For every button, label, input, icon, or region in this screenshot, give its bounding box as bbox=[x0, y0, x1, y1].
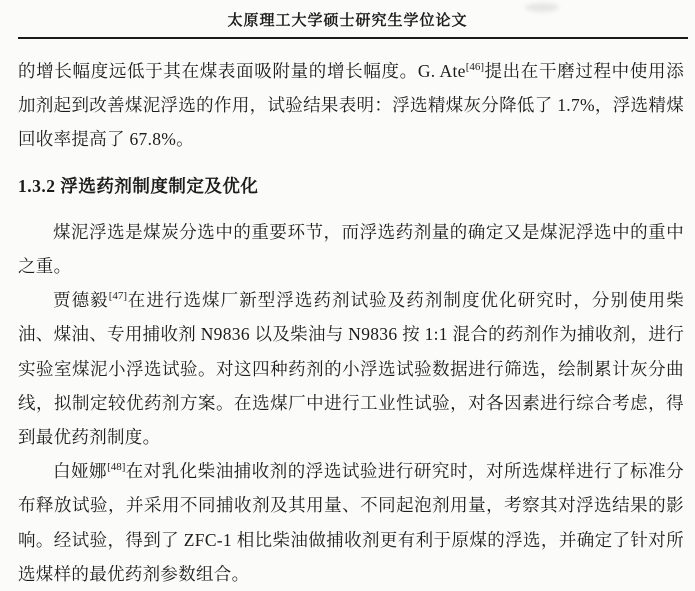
page-header bbox=[0, 0, 695, 31]
header-title: 太原理工大学硕士研究生学位论文 bbox=[227, 13, 468, 29]
paragraph: 贾德毅[47]在进行选煤厂新型浮选药剂试验及药剂制度优化研究时，分别使用柴油、煤油、专用捕收剂 N9836 以及柴油与 N9836 按 1:1 混合的药剂作为捕收剂，进行实验室煤泥小浮选试验。对这四种药剂的小浮选试验数据进行筛选，绘制累计灰分曲线，拟制定较优药剂方案。在选煤厂中进行工业性试验，对各因素进行综合考虑，得到最优药剂制度。 bbox=[18, 290, 684, 448]
paragraph: 煤泥浮选是煤炭分选中的重要环节，而浮选药剂量的确定又是煤泥浮选中的重中之重。 bbox=[18, 221, 684, 277]
paragraph: 的增长幅度远低于其在煤表面吸附量的增长幅度。G. Ate[46]提出在干磨过程中使用添加剂起到改善煤泥浮选的作用，试验结果表明：浮选精煤灰分降低了 1.7%，浮选精煤回收率提高了 67.8%。 bbox=[18, 61, 684, 150]
paragraph: 白娅娜[48]在对乳化柴油捕收剂的浮选试验进行研究时，对所选煤样进行了标准分布释放试验，并采用不同捕收剂及其用量、不同起泡剂用量，考察其对浮选结果的影响。经试验，得到了 ZFC-1 相比柴油做捕收剂更有利于原煤的浮选，并确定了针对所选煤样的最优药剂参数组合。 bbox=[18, 461, 684, 584]
section-heading: 1.3.2 浮选药剂制度制定及优化 bbox=[18, 175, 259, 196]
scan-artifact-smudge bbox=[525, 3, 559, 12]
citation-ref: [47] bbox=[108, 290, 128, 303]
header-rule bbox=[18, 37, 688, 39]
citation-ref: [48] bbox=[107, 461, 126, 474]
page-content bbox=[0, 54, 695, 591]
citation-ref: [46] bbox=[465, 61, 485, 74]
